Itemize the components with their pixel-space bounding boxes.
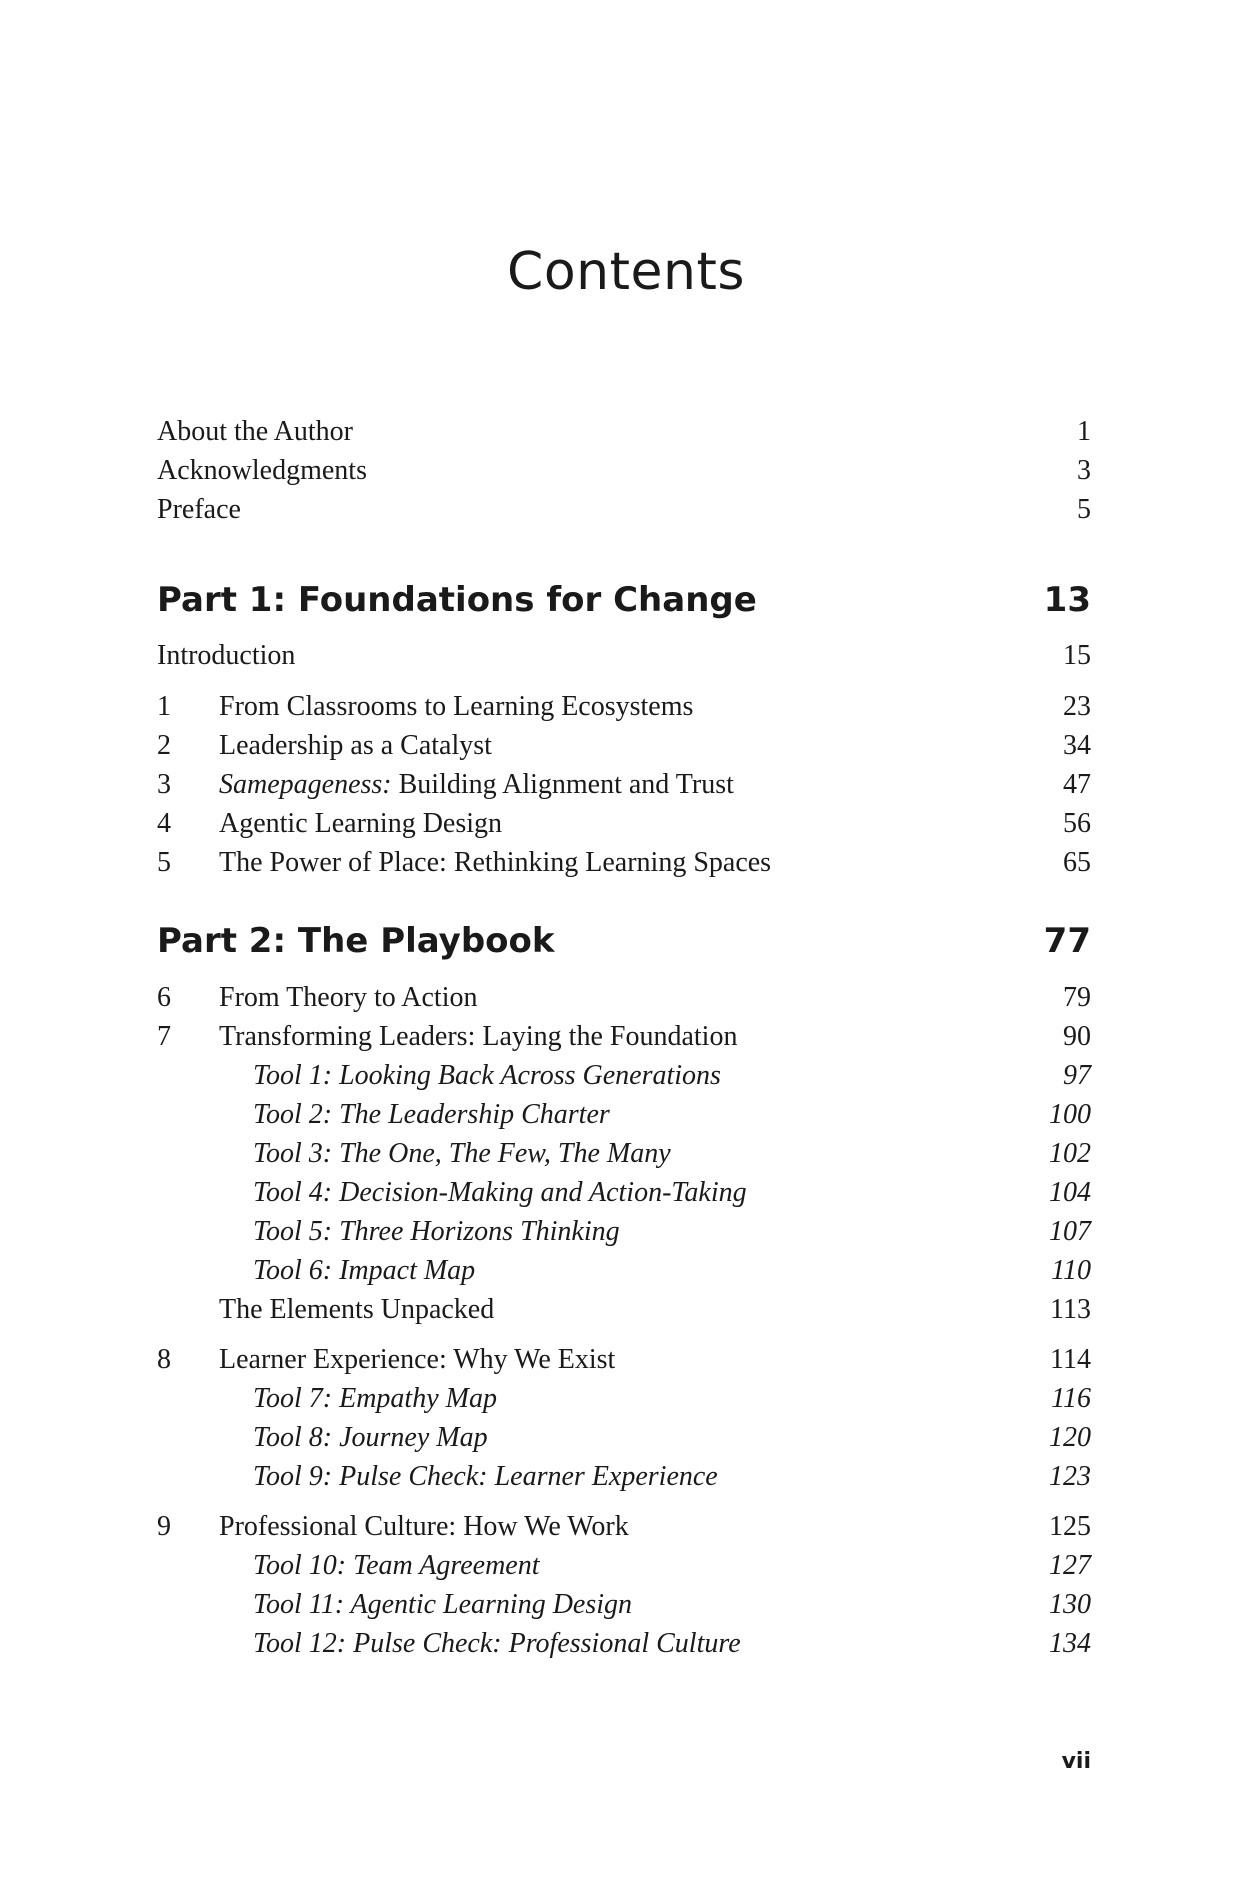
toc-tool-10[interactable] (157, 1546, 1091, 1586)
toc-tool-3[interactable] (157, 1134, 1091, 1174)
page-title: Contents (507, 242, 745, 302)
chapter-title: From Classrooms to Learning Ecosystems (219, 691, 694, 722)
toc-tool-4[interactable] (157, 1173, 1091, 1213)
chapter-number: 9 (157, 1511, 171, 1542)
chapter-page: 114 (1050, 1344, 1091, 1375)
tool-page: 97 (1063, 1060, 1091, 1091)
tool-page: 102 (1049, 1138, 1091, 1169)
chapter-number: 5 (157, 847, 171, 878)
chapter-number: 1 (157, 691, 171, 722)
part-1-heading[interactable] (157, 576, 1091, 624)
tool-page: 134 (1049, 1628, 1091, 1659)
toc-tool-1[interactable] (157, 1056, 1091, 1096)
tool-page: 104 (1049, 1177, 1091, 1208)
chapter-number: 4 (157, 808, 171, 839)
chapter-page: 65 (1063, 847, 1091, 878)
tool-title: Tool 2: The Leadership Charter (253, 1099, 610, 1130)
chapter-page: 125 (1049, 1511, 1091, 1542)
tool-title: Tool 11: Agentic Learning Design (253, 1589, 633, 1620)
chapter-title-rest: Building Alignment and Trust (391, 769, 734, 800)
entry-title: Acknowledgments (157, 455, 367, 486)
chapter-page: 23 (1063, 691, 1091, 722)
entry-page: 1 (1077, 416, 1091, 447)
chapter-title (219, 765, 734, 805)
chapter-title: Agentic Learning Design (219, 808, 503, 839)
toc-entry-preface[interactable] (157, 490, 1091, 530)
chapter-number: 7 (157, 1021, 171, 1052)
toc-chapter-2[interactable] (157, 726, 1091, 766)
part-2-heading[interactable] (157, 917, 1091, 965)
toc-chapter-9[interactable] (157, 1507, 1091, 1547)
tool-page: 110 (1051, 1255, 1091, 1286)
toc-chapter-6[interactable] (157, 978, 1091, 1018)
chapter-title: Leadership as a Catalyst (219, 730, 492, 761)
tool-title: Tool 1: Looking Back Across Generations (253, 1060, 721, 1091)
tool-page: 100 (1049, 1099, 1091, 1130)
page-folio: vii (1061, 1749, 1091, 1774)
chapter-page: 90 (1063, 1021, 1091, 1052)
tool-page: 127 (1049, 1550, 1091, 1581)
toc-chapter-8[interactable] (157, 1340, 1091, 1380)
toc-tool-6[interactable] (157, 1251, 1091, 1291)
toc-tool-12[interactable] (157, 1624, 1091, 1664)
entry-title: Preface (157, 494, 241, 525)
tool-title: Tool 7: Empathy Map (253, 1383, 497, 1414)
entry-page: 5 (1077, 494, 1091, 525)
chapter-title: Transforming Leaders: Laying the Foundation (219, 1021, 738, 1052)
entry-page: 15 (1063, 640, 1091, 671)
chapter-title: The Power of Place: Rethinking Learning Spaces (219, 847, 772, 878)
chapter-page: 56 (1063, 808, 1091, 839)
entry-title: Introduction (157, 640, 296, 671)
part-page: 77 (1043, 921, 1091, 961)
tool-page: 120 (1049, 1422, 1091, 1453)
tool-title: Tool 4: Decision-Making and Action-Taking (253, 1177, 747, 1208)
part-title: Part 2: The Playbook (157, 921, 555, 961)
tool-title: Tool 9: Pulse Check: Learner Experience (253, 1461, 718, 1492)
chapter-page: 79 (1063, 982, 1091, 1013)
toc-chapter-1[interactable] (157, 687, 1091, 727)
toc-tool-11[interactable] (157, 1585, 1091, 1625)
chapter-title: Learner Experience: Why We Exist (219, 1344, 616, 1375)
toc-chapter-3[interactable] (157, 765, 1091, 805)
chapter-page: 47 (1063, 769, 1091, 800)
chapter-title: From Theory to Action (219, 982, 478, 1013)
chapter-number: 6 (157, 982, 171, 1013)
toc-entry-elements-unpacked[interactable] (157, 1290, 1091, 1330)
tool-title: Tool 6: Impact Map (253, 1255, 476, 1286)
toc-tool-2[interactable] (157, 1095, 1091, 1135)
tool-page: 116 (1051, 1383, 1091, 1414)
toc-tool-7[interactable] (157, 1379, 1091, 1419)
toc-entry-about-the-author[interactable] (157, 412, 1091, 452)
toc-chapter-5[interactable] (157, 843, 1091, 883)
tool-title: Tool 3: The One, The Few, The Many (253, 1138, 671, 1169)
toc-tool-8[interactable] (157, 1418, 1091, 1458)
tool-page: 130 (1049, 1589, 1091, 1620)
tool-title: Tool 5: Three Horizons Thinking (253, 1216, 620, 1247)
entry-page: 3 (1077, 455, 1091, 486)
toc-tool-9[interactable] (157, 1457, 1091, 1497)
tool-page: 123 (1049, 1461, 1091, 1492)
toc-chapter-7[interactable] (157, 1017, 1091, 1057)
part-page: 13 (1043, 580, 1091, 620)
toc-entry-introduction[interactable] (157, 636, 1091, 676)
chapter-number: 8 (157, 1344, 171, 1375)
entry-title: About the Author (157, 416, 353, 447)
part-title: Part 1: Foundations for Change (157, 580, 757, 620)
toc-tool-5[interactable] (157, 1212, 1091, 1252)
tool-title: Tool 8: Journey Map (253, 1422, 488, 1453)
chapter-number: 2 (157, 730, 171, 761)
toc-entry-acknowledgments[interactable] (157, 451, 1091, 491)
chapter-number: 3 (157, 769, 171, 800)
tool-title: Tool 12: Pulse Check: Professional Culture (253, 1628, 741, 1659)
entry-page: 113 (1050, 1294, 1091, 1325)
entry-title: The Elements Unpacked (219, 1294, 495, 1325)
chapter-title-italic: Samepageness: (219, 769, 392, 800)
chapter-title: Professional Culture: How We Work (219, 1511, 629, 1542)
toc-chapter-4[interactable] (157, 804, 1091, 844)
chapter-page: 34 (1063, 730, 1091, 761)
tool-page: 107 (1049, 1216, 1091, 1247)
tool-title: Tool 10: Team Agreement (253, 1550, 540, 1581)
